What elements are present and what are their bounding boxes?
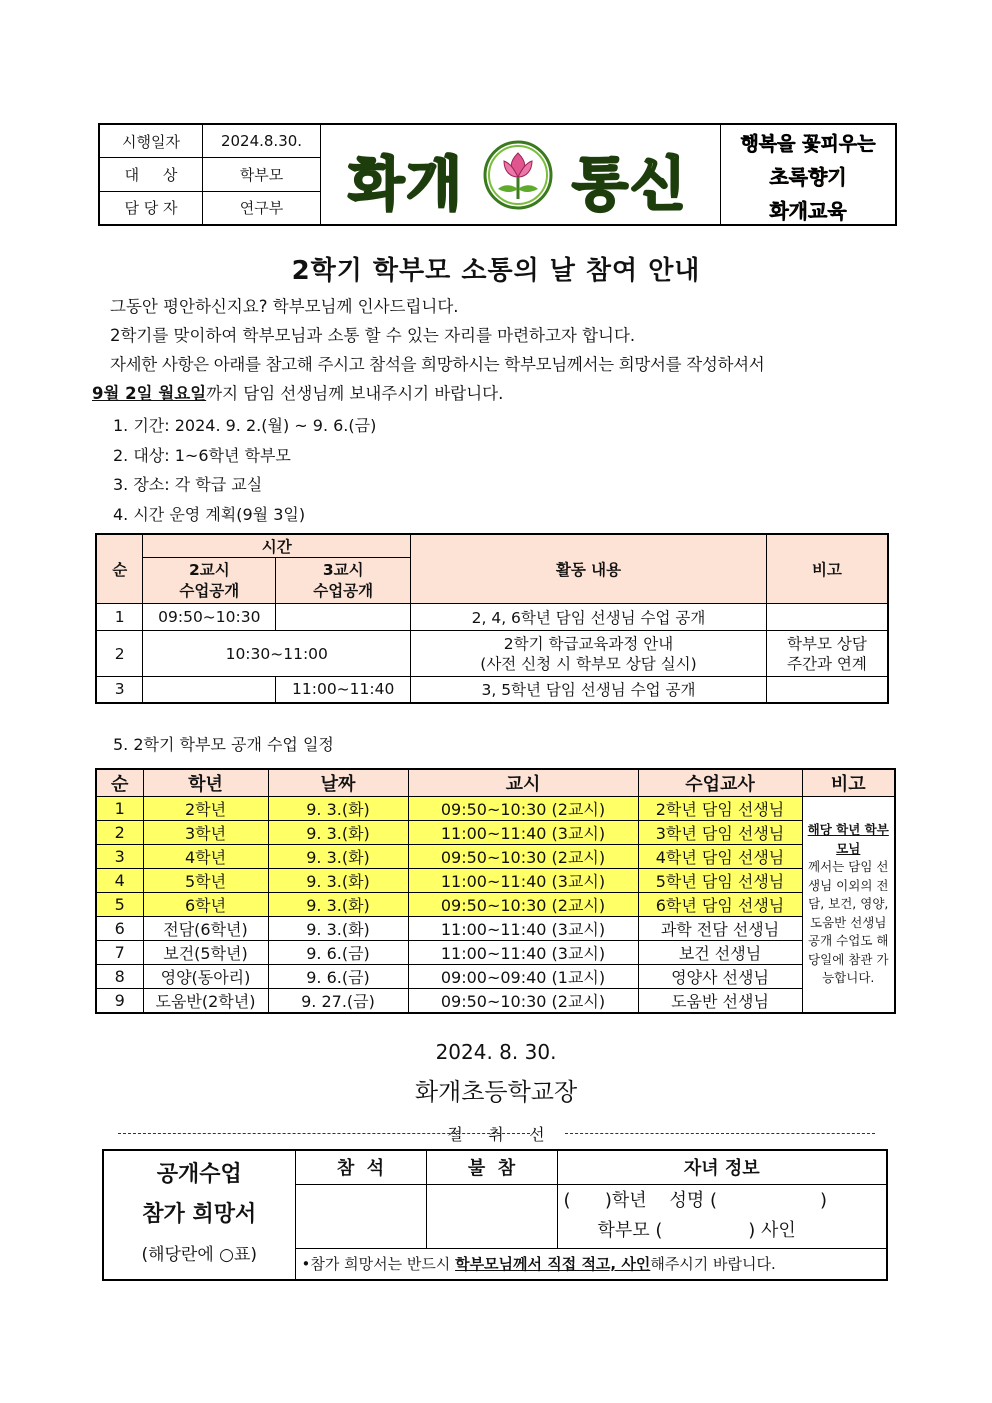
form-footnote <box>295 1248 887 1280</box>
header-period: 교시 <box>408 769 638 797</box>
row-note <box>766 631 888 677</box>
header-teacher: 수업교사 <box>638 769 802 797</box>
header-grade: 학년 <box>143 769 268 797</box>
activity-line-1: 2학기 학급교육과정 안내 <box>503 634 674 653</box>
row-date: 9. 3.(화) <box>268 893 408 917</box>
row-grade: 3학년 <box>143 821 268 845</box>
absent-header: 불 참 <box>426 1150 557 1184</box>
row-no: 7 <box>96 941 143 965</box>
row-teacher: 영양사 선생님 <box>638 965 802 989</box>
header-activity: 활동 내용 <box>411 534 767 604</box>
row-period-3 <box>276 604 411 631</box>
row-date: 9. 6.(금) <box>268 965 408 989</box>
row-no: 2 <box>96 821 143 845</box>
row-no: 3 <box>96 845 143 869</box>
form-title-1: 공개수업 <box>156 1162 242 1187</box>
form-title-2: 참가 희망서 <box>142 1202 257 1227</box>
row-date: 9. 3.(화) <box>268 869 408 893</box>
deadline-rest: 까지 담임 선생님께 보내주시기 바랍니다. <box>206 384 504 403</box>
table-row <box>96 941 895 965</box>
row-activity <box>411 631 767 677</box>
section-5-heading: 5. 2학기 학부모 공개 수업 일정 <box>113 735 334 754</box>
newsletter-header <box>98 123 897 226</box>
row-no: 5 <box>96 893 143 917</box>
row-teacher: 2학년 담임 선생님 <box>638 797 802 821</box>
row-date: 9. 6.(금) <box>268 941 408 965</box>
row-period: 11:00~11:40 (3교시) <box>408 917 638 941</box>
row-grade: 6학년 <box>143 893 268 917</box>
row-no: 8 <box>96 965 143 989</box>
table-row <box>96 917 895 941</box>
parent-sign-line: 학부모 ( ) 사인 <box>597 1220 796 1241</box>
child-info-field[interactable] <box>557 1184 887 1248</box>
footnote-bold: 학부모님께서 직접 적고, 사인 <box>455 1255 651 1274</box>
row-date: 9. 3.(화) <box>268 797 408 821</box>
row-activity: 3, 5학년 담임 선생님 수업 공개 <box>411 677 767 703</box>
row-teacher: 6학년 담임 선생님 <box>638 893 802 917</box>
row-teacher: 과학 전담 선생님 <box>638 917 802 941</box>
slogan <box>720 125 895 224</box>
slogan-line-2: 초록향기 <box>769 165 847 189</box>
page-title: 2학기 학부모 소통의 날 참여 안내 <box>291 256 701 286</box>
participation-form <box>102 1149 888 1281</box>
header-no: 순 <box>96 534 143 604</box>
logo-right-text: 통신 <box>572 150 689 218</box>
row-no: 4 <box>96 869 143 893</box>
row-no: 9 <box>96 989 143 1014</box>
row-period-2: 09:50~10:30 <box>143 604 276 631</box>
row-period: 09:50~10:30 (2교시) <box>408 893 638 917</box>
value-date: 2024.8.30. <box>203 125 321 158</box>
row-note <box>766 604 888 631</box>
row-grade: 5학년 <box>143 869 268 893</box>
row-grade: 전담(6학년) <box>143 917 268 941</box>
row-grade: 2학년 <box>143 797 268 821</box>
note-rest: 께서는 담임 선생님 이외의 전담, 보건, 영양, 도움반 선생님 공개 수업도 해당일에 참관 가능합니다. <box>808 859 889 986</box>
list-item: 4. 시간 운영 계획(9월 3일) <box>113 504 306 524</box>
row-teacher: 5학년 담임 선생님 <box>638 869 802 893</box>
header-period-2: 2교시 수업공개 <box>143 558 276 604</box>
open-class-table <box>95 768 896 1014</box>
row-period-3: 11:00~11:40 <box>276 677 411 703</box>
intro-line-3: 자세한 사항은 아래를 참고해 주시고 참석을 희망하시는 학부모님께서는 희망서를 작성하셔서 <box>110 355 765 374</box>
list-item: 3. 장소: 각 학급 교실 <box>113 475 263 494</box>
row-period: 09:50~10:30 (2교시) <box>408 797 638 821</box>
row-date: 9. 3.(화) <box>268 845 408 869</box>
table-row <box>96 821 895 845</box>
intro-line-2: 2학기를 맞이하여 학부모님과 소통 할 수 있는 자리를 마련하고자 합니다. <box>110 326 636 345</box>
row-grade: 도움반(2학년) <box>143 989 268 1014</box>
row-period: 11:00~11:40 (3교시) <box>408 821 638 845</box>
attend-mark-field[interactable] <box>295 1184 426 1248</box>
row-time-span: 10:30~11:00 <box>143 631 411 677</box>
row-no: 6 <box>96 917 143 941</box>
newsletter-logo <box>322 125 722 224</box>
flower-icon <box>482 139 554 211</box>
row-teacher: 도움반 선생님 <box>638 989 802 1014</box>
attend-header: 참 석 <box>295 1150 426 1184</box>
row-activity: 2, 4, 6학년 담임 선생님 수업 공개 <box>411 604 767 631</box>
table-row <box>96 869 895 893</box>
activity-line-2: (사전 신청 시 학부모 상담 실시) <box>480 654 697 673</box>
row-teacher: 보건 선생님 <box>638 941 802 965</box>
row-date: 9. 3.(화) <box>268 917 408 941</box>
table-row <box>96 797 895 821</box>
row-grade: 영양(동아리) <box>143 965 268 989</box>
logo-left-text: 화개 <box>348 150 465 218</box>
schedule-table <box>95 533 889 704</box>
value-manager: 연구부 <box>203 191 321 224</box>
note-line-1: 학부모 상담 <box>787 634 867 653</box>
row-no: 1 <box>96 604 143 631</box>
label-manager: 담 당 자 <box>100 191 203 224</box>
slogan-line-3: 화개교육 <box>769 199 847 223</box>
header-time: 시간 <box>143 534 411 558</box>
list-item: 1. 기간: 2024. 9. 2.(월) ~ 9. 6.(금) <box>113 416 377 435</box>
header-period-3: 3교시 수업공개 <box>276 558 411 604</box>
row-period-2 <box>143 677 276 703</box>
intro-paragraph <box>92 292 897 408</box>
principal-name: 화개초등학교장 <box>414 1078 578 1106</box>
issue-date: 2024. 8. 30. <box>435 1040 557 1064</box>
row-note-merged <box>802 797 895 1014</box>
row-grade: 보건(5학년) <box>143 941 268 965</box>
footnote-post: 해주시기 바랍니다. <box>650 1255 776 1274</box>
table-row <box>96 989 895 1014</box>
slogan-line-1: 행복을 꽃피우는 <box>740 133 876 155</box>
note-bold: 해당 학년 학부모님 <box>807 822 889 856</box>
row-note <box>766 677 888 703</box>
header-note: 비고 <box>802 769 895 797</box>
row-period: 09:50~10:30 (2교시) <box>408 845 638 869</box>
footnote-pre: •참가 희망서는 반드시 <box>301 1255 456 1274</box>
form-instruction: (해당란에 ○표) <box>141 1245 258 1265</box>
absent-mark-field[interactable] <box>426 1184 557 1248</box>
row-period: 11:00~11:40 (3교시) <box>408 941 638 965</box>
value-target: 학부모 <box>203 158 321 191</box>
intro-line-4 <box>92 379 897 408</box>
label-target: 대 상 <box>100 158 203 191</box>
row-grade: 4학년 <box>143 845 268 869</box>
row-period: 11:00~11:40 (3교시) <box>408 869 638 893</box>
info-list <box>113 411 376 529</box>
list-item: 2. 대상: 1~6학년 학부모 <box>113 445 291 465</box>
table-row <box>96 893 895 917</box>
row-date: 9. 3.(화) <box>268 821 408 845</box>
row-teacher: 4학년 담임 선생님 <box>638 845 802 869</box>
intro-line-1: 그동안 평안하신지요? 학부모님께 인사드립니다. <box>110 297 459 316</box>
label-date: 시행일자 <box>100 125 203 158</box>
cut-line-right <box>565 1133 875 1134</box>
grade-name-line: ( )학년 성명 ( ) <box>563 1190 828 1211</box>
header-note: 비고 <box>766 534 888 604</box>
row-date: 9. 27.(금) <box>268 989 408 1014</box>
row-no: 3 <box>96 677 143 703</box>
info-table <box>100 125 321 224</box>
row-teacher: 3학년 담임 선생님 <box>638 821 802 845</box>
form-title-cell <box>103 1150 295 1280</box>
table-row <box>96 965 895 989</box>
child-info-header: 자녀 정보 <box>557 1150 887 1184</box>
note-line-2: 주간과 연계 <box>787 654 867 673</box>
row-no: 1 <box>96 797 143 821</box>
row-period: 09:00~09:40 (1교시) <box>408 965 638 989</box>
row-no: 2 <box>96 631 143 677</box>
row-period: 09:50~10:30 (2교시) <box>408 989 638 1014</box>
cut-line-label: 절 취 선 <box>447 1125 545 1144</box>
header-no: 순 <box>96 769 143 797</box>
table-row <box>96 845 895 869</box>
deadline: 9월 2일 월요일 <box>92 384 207 403</box>
header-date: 날짜 <box>268 769 408 797</box>
